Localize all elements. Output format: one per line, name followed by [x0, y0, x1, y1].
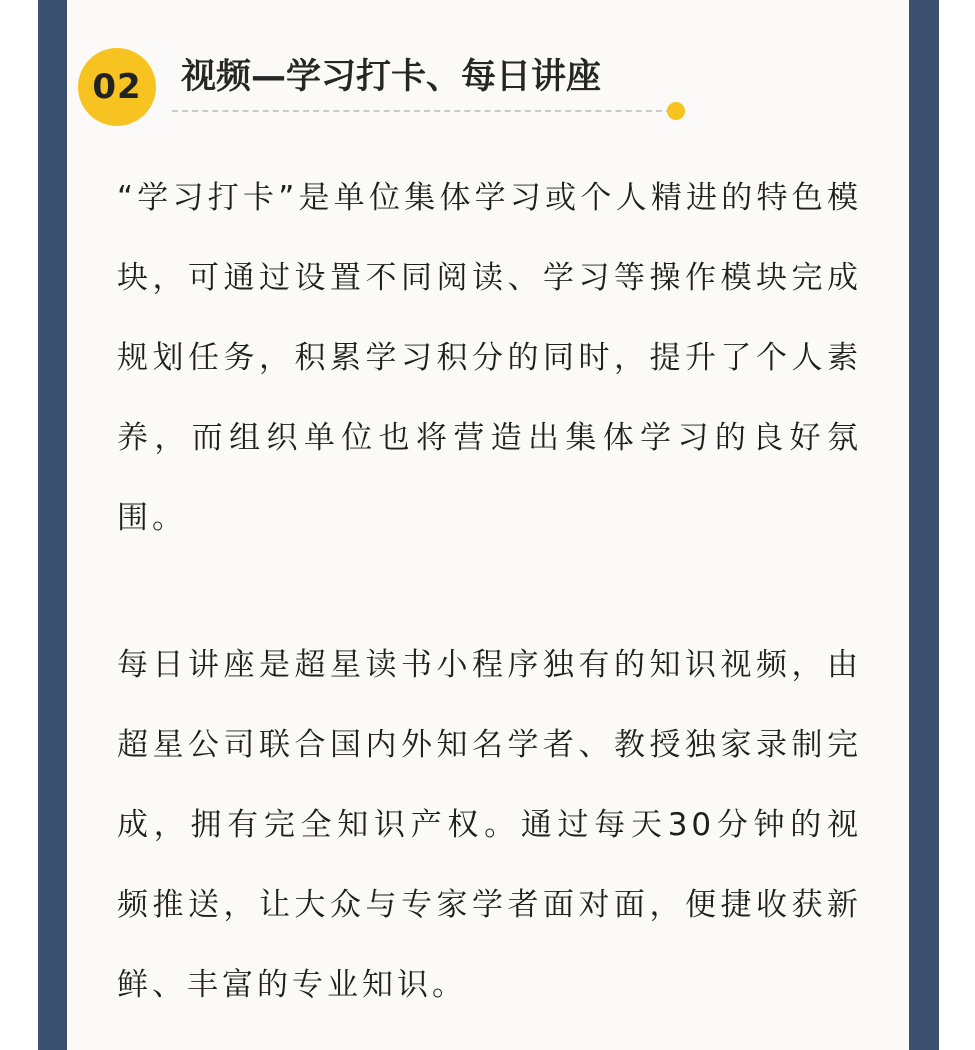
paragraph-learning-checkin: “学习打卡”是单位集体学习或个人精进的特色模块，可通过设置不同阅读、学习等操作模块完成规划任务，积累学习积分的同时，提升了个人素养，而组织单位也将营造出集体学习的良好氛围。 — [117, 180, 862, 536]
paragraph-daily-lecture: 每日讲座是超星读书小程序独有的知识视频，由超星公司联合国内外知名学者、教授独家录制完成，拥有完全知识产权。通过每天30分钟的视频推送，让大众与专家学者面对面，便捷收获新鲜、丰富的专业知识。 — [117, 647, 862, 1003]
section-number-badge — [78, 48, 156, 126]
section-title: 视频—学习打卡、每日讲座 — [181, 57, 602, 97]
underline-end-dot — [667, 102, 685, 120]
title-underline-divider — [172, 110, 672, 112]
section-number: 02 — [92, 67, 142, 107]
